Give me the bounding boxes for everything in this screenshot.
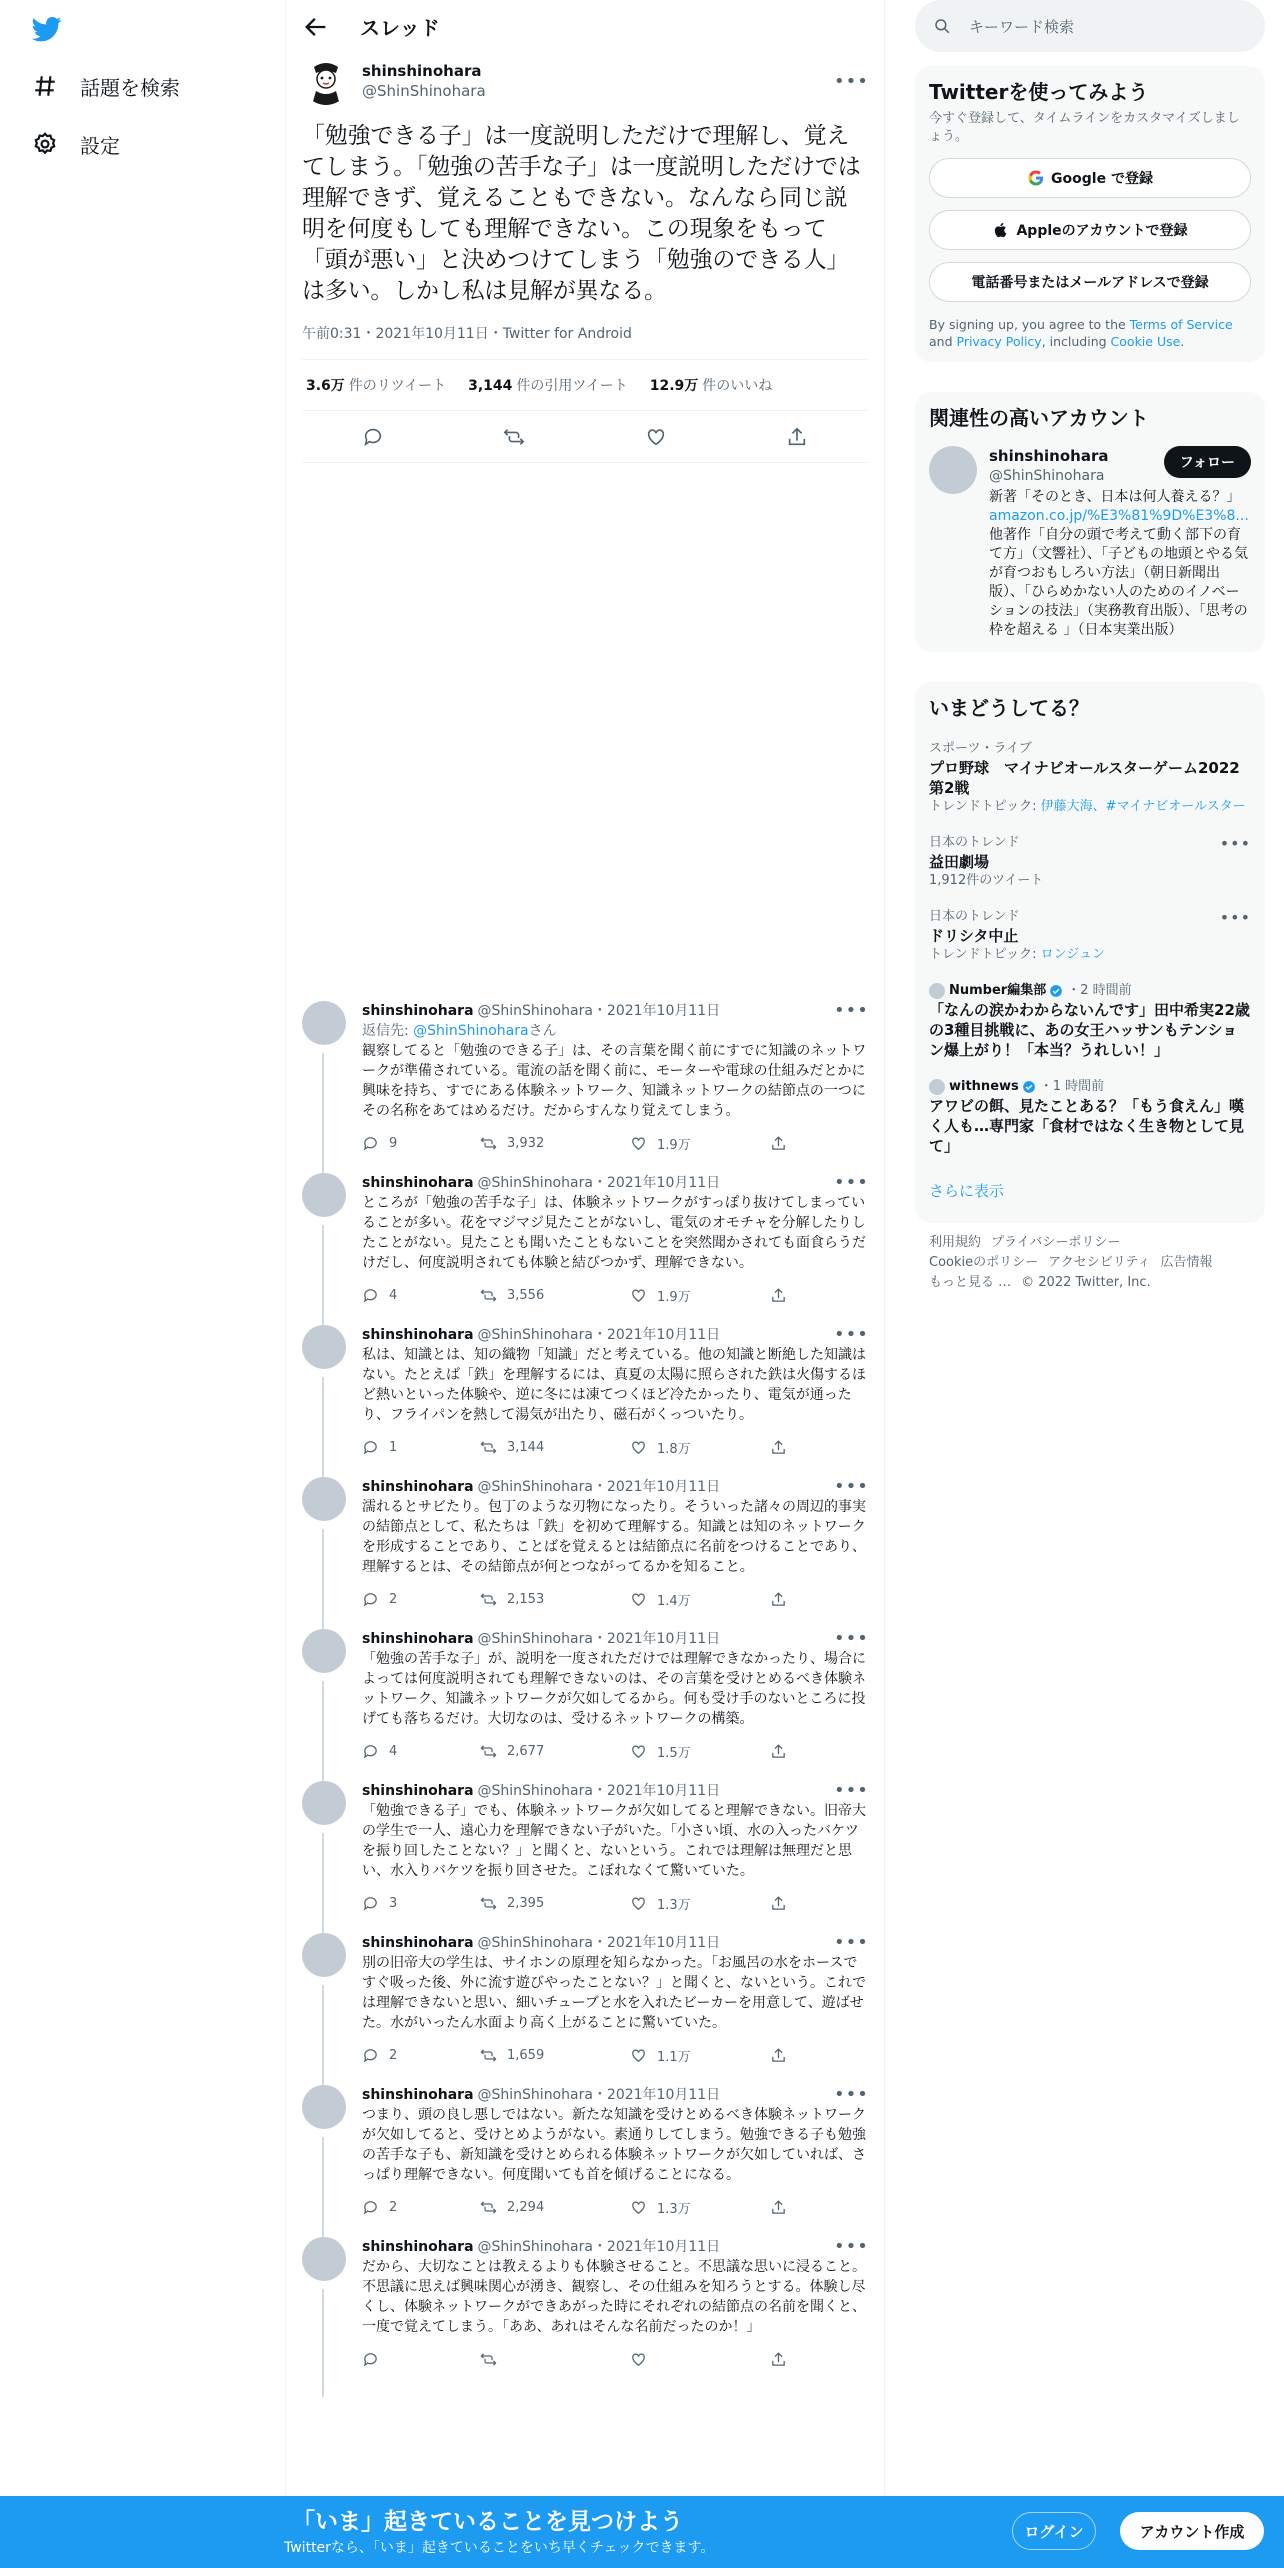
- reply-text: 別の旧帝大の学生は、サイホンの原理を知らなかった。「お風呂の水をホースですぐ吸った後、外に流す遊びやったことない？」と聞くと、ないという。これでは理解できないと思い、細いチューブと水を入れたビーカーを用意して、遊ばせた。水がいったん水面より高く上がることに驚いていた。: [362, 1955, 866, 2031]
- right-sidebar: [915, 0, 1265, 1303]
- like-button[interactable]: 1.1万: [630, 2046, 770, 2065]
- trend-more-icon[interactable]: •••: [1219, 834, 1251, 853]
- reply-icon: [362, 1743, 379, 1760]
- related-account-handle[interactable]: @ShinShinohara: [989, 468, 1105, 484]
- retweet-button[interactable]: 1,659: [480, 2047, 630, 2064]
- reply-button[interactable]: 2: [362, 2047, 480, 2064]
- reply-author-name[interactable]: shinshinohara: [362, 1631, 474, 1647]
- reply-icon: [362, 1895, 379, 1912]
- reply-text: 私は、知識とは、知の織物「知識」だと考えている。他の知識と断絶した知識はない。たとえば「鉄」を理解するには、真夏の太陽に照らされた鉄は火傷するほど熱いといった体験や、逆に冬には凍てつくほど冷たかったり、電気が通ったり、フライパンを熱して湯気が出たり、磁石がくっついたり。: [362, 1347, 866, 1423]
- related-account[interactable]: [929, 446, 1251, 640]
- related-account-name[interactable]: shinshinohara: [989, 447, 1109, 465]
- like-icon[interactable]: [645, 426, 667, 448]
- share-icon: [770, 1591, 787, 1608]
- share-button[interactable]: [770, 2199, 797, 2216]
- like-icon: [630, 2047, 647, 2064]
- reply-handle-date[interactable]: @ShinShinohara・2021年10月11日: [477, 2087, 721, 2103]
- more-options-icon[interactable]: •••: [834, 1172, 869, 1193]
- search-icon: [933, 17, 951, 35]
- bottom-bar-title: 「いま」起きていることを見つけよう: [292, 2509, 683, 2535]
- more-options-icon[interactable]: •••: [834, 2236, 869, 2257]
- page-title: スレッド: [360, 16, 440, 40]
- footer-privacy[interactable]: プライバシーポリシー: [991, 1235, 1121, 1250]
- more-options-icon[interactable]: •••: [834, 1000, 869, 1021]
- signup-button[interactable]: アカウント作成: [1120, 2512, 1264, 2550]
- reply-text: 「勉強の苦手な子」が、説明を一度されただけでは理解できなかったり、場合によっては何度説明されても理解できないのは、その言葉を受けとめるべき体験ネットワーク、知識ネットワークが欠如してるから。何も受け手のないところに投げても落ちるだけ。大切なのは、受けるネットワークの構築。: [362, 1651, 866, 1727]
- reply-text: だから、大切なことは教えるよりも体験させること。不思議な思いに浸ること。不思議に思えば興味関心が湧き、観察し、その仕組みを知ろうとする。体験し尽くし、体験ネットワークができあがった時にそれぞれの結節点の名前を聞くと、一度で覚えてしまう。「ああ、あれはそんな名前だったのか！」: [362, 2259, 866, 2335]
- retweet-icon: [480, 2199, 497, 2216]
- like-icon: [630, 2199, 647, 2216]
- like-icon: [630, 1743, 647, 1760]
- reply-author-name[interactable]: shinshinohara: [362, 1783, 474, 1799]
- more-options-icon[interactable]: •••: [834, 2084, 869, 2105]
- trend-item[interactable]: 日本のトレンド 益田劇場 1,912件のツイート •••: [929, 834, 1251, 888]
- reply-author-name[interactable]: shinshinohara: [362, 1327, 474, 1343]
- media-placeholder: [286, 463, 884, 993]
- share-icon: [770, 2047, 787, 2064]
- share-button[interactable]: [770, 1743, 797, 1760]
- news-source-avatar: [929, 983, 945, 999]
- avatar[interactable]: [302, 1477, 346, 1521]
- reply-author-name[interactable]: shinshinohara: [362, 1935, 474, 1951]
- share-button[interactable]: [770, 1439, 797, 1456]
- reply-tweet[interactable]: [286, 1621, 884, 1773]
- reply-button[interactable]: 9: [362, 1135, 480, 1152]
- follow-button[interactable]: フォロー: [1164, 446, 1251, 478]
- thread-column: [285, 0, 885, 2568]
- reply-icon: [362, 1439, 379, 1456]
- left-navigation: [0, 0, 285, 2568]
- reply-handle-date[interactable]: @ShinShinohara・2021年10月11日: [477, 1327, 721, 1343]
- reply-icon: [362, 1135, 379, 1152]
- retweet-button[interactable]: 2,395: [480, 1895, 630, 1912]
- bottom-signup-bar: [0, 2496, 1284, 2568]
- avatar[interactable]: [302, 1933, 346, 1977]
- search-input[interactable]: [915, 0, 1265, 52]
- trends-title: いまどうしてる？: [929, 696, 1089, 720]
- footer-cookie[interactable]: Cookieのポリシー: [929, 1255, 1039, 1270]
- reply-handle-date[interactable]: @ShinShinohara・2021年10月11日: [477, 1175, 721, 1191]
- google-icon: [1027, 169, 1045, 187]
- news-source-avatar: [929, 1079, 945, 1095]
- nav-settings[interactable]: [32, 124, 120, 164]
- retweet-icon: [480, 1895, 497, 1912]
- retweet-button[interactable]: 3,144: [480, 1439, 630, 1456]
- quotes-stat[interactable]: 3,144 件の引用ツイート: [468, 378, 628, 394]
- share-icon: [770, 1439, 787, 1456]
- avatar[interactable]: [302, 1173, 346, 1217]
- reply-icon: [362, 1591, 379, 1608]
- share-icon: [770, 1743, 787, 1760]
- reply-button[interactable]: 2: [362, 1591, 480, 1608]
- reply-icon[interactable]: [362, 426, 384, 448]
- retweets-stat[interactable]: 3.6万 件のリツイート: [306, 378, 447, 394]
- retweet-button[interactable]: 2,153: [480, 1591, 630, 1608]
- retweet-icon: [480, 1287, 497, 1304]
- avatar[interactable]: [302, 2085, 346, 2129]
- reply-text: 濡れるとサビたり。包丁のような刃物になったり。そういった諸々の周辺的事実の結節点として、私たちは「鉄」を初めて理解する。知識とは知のネットワークを形成することであり、ことばを覚えるとは結節点に名前をつけることであり、理解するとは、その結節点が何とつながってるかを知ること。: [362, 1499, 866, 1575]
- search-placeholder: キーワード検索: [969, 17, 1075, 36]
- trend-item[interactable]: 日本のトレンド ドリシタ中止 トレンドトピック: ロンジュン •••: [929, 908, 1251, 962]
- apple-signup-button[interactable]: Appleのアカウントで登録: [929, 210, 1251, 250]
- news-item[interactable]: Number編集部 ・2 時間前 「なんの涙かわからないんです」田中希実22歳の3種目挑戦に、あの女王ハッサンもテンション爆上がり！「本当？うれしい！」: [929, 983, 1250, 1059]
- share-button[interactable]: [770, 1287, 797, 1304]
- share-button[interactable]: [770, 1591, 797, 1608]
- retweet-icon: [480, 1135, 497, 1152]
- more-options-icon[interactable]: •••: [834, 1780, 869, 1801]
- like-button[interactable]: 1.4万: [630, 1590, 770, 1609]
- reply-handle-date[interactable]: @ShinShinohara・2021年10月11日: [477, 2239, 721, 2255]
- trend-more-icon[interactable]: •••: [1219, 908, 1251, 927]
- like-icon: [630, 1135, 647, 1152]
- google-signup-button[interactable]: Google で登録: [929, 158, 1251, 198]
- reply-to-line: 返信先: @ShinShinoharaさん: [362, 1023, 557, 1039]
- author-avatar-icon: [302, 57, 350, 105]
- footer-ads[interactable]: 広告情報: [1160, 1255, 1213, 1270]
- tweet-stats: [302, 359, 868, 411]
- reply-button[interactable]: 4: [362, 1287, 480, 1304]
- trend-topic-links[interactable]: ロンジュン: [1040, 947, 1106, 962]
- trend-item[interactable]: スポーツ・ライブ プロ野球 マイナビオールスターゲーム2022 第2戦 トレンドトピック: 伊藤大海、#マイナビオールスター: [929, 741, 1246, 814]
- tweet-timestamp[interactable]: 午前0:31・2021年10月11日・Twitter for Android: [302, 326, 632, 342]
- share-icon: [770, 1895, 787, 1912]
- reply-text: 「勉強できる子」でも、体験ネットワークが欠如してると理解できない。旧帝大の学生で一人、遠心力を理解できない子がいた。「小さい頃、水の入ったバケツを振り回したことない？」と聞くと、ないという。これでは理解は無理だと思い、水入りバケツを振り回させた。こぼれなくて驚いていた。: [362, 1803, 866, 1879]
- nav-explore-label: 話題を検索: [80, 75, 180, 100]
- reply-author-name[interactable]: shinshinohara: [362, 1175, 474, 1191]
- like-icon: [630, 2351, 647, 2368]
- reply-tweet[interactable]: [286, 1317, 884, 1469]
- reply-button[interactable]: [362, 2351, 480, 2368]
- like-button[interactable]: 1.9万: [630, 1134, 770, 1153]
- share-icon: [770, 2199, 787, 2216]
- footer-more[interactable]: もっと見る …: [929, 1275, 1012, 1290]
- share-button[interactable]: [770, 1895, 797, 1912]
- reply-icon: [362, 1287, 379, 1304]
- retweet-button[interactable]: 2,677: [480, 1743, 630, 1760]
- reply-tweet[interactable]: [286, 1469, 884, 1621]
- reply-author-name[interactable]: shinshinohara: [362, 1479, 474, 1495]
- avatar[interactable]: [302, 1629, 346, 1673]
- cookie-link[interactable]: Cookie Use: [1110, 334, 1181, 349]
- reply-handle-date[interactable]: @ShinShinohara・2021年10月11日: [477, 1935, 721, 1951]
- retweet-icon: [480, 1439, 497, 1456]
- reply-author-name[interactable]: shinshinohara: [362, 2239, 474, 2255]
- signup-subtitle: 今すぐ登録して、タイムラインをカスタマイズしましょう。: [929, 111, 1240, 144]
- reply-author-name[interactable]: shinshinohara: [362, 2087, 474, 2103]
- trends-card: [915, 682, 1265, 1223]
- reply-text: ところが「勉強の苦手な子」は、体験ネットワークがすっぽり抜けてしまっていることが多い。花をマジマジ見たことがないし、電気のオモチャを分解したりしたことがない。見たことも聞いたこともないことを突然聞かされても面食らうだけだし、何度説明されても体験と結びつかず、理解できない。: [362, 1195, 866, 1271]
- thread-connector-line: [322, 2289, 324, 2397]
- retweet-icon: [480, 2047, 497, 2064]
- more-options-icon[interactable]: •••: [834, 1932, 869, 1953]
- reply-tweet[interactable]: [286, 2077, 884, 2229]
- share-icon[interactable]: [786, 426, 808, 448]
- share-button[interactable]: [770, 1135, 797, 1152]
- nav-settings-label: 設定: [80, 133, 120, 158]
- reply-list: [286, 993, 884, 2381]
- reply-tweet[interactable]: [286, 1165, 884, 1317]
- twitter-logo-icon[interactable]: [30, 14, 64, 44]
- reply-icon: [362, 2199, 379, 2216]
- tweet-text: 「勉強できる子」は一度説明しただけで理解し、覚えてしまう。「勉強の苦手な子」は一度説明しただけでは理解できず、覚えることもできない。なんなら同じ説明を何度もしても理解できない。この現象をもって「頭が悪い」と決めつけてしまう「勉強のできる人」は多い。しかし私は見解が異なる。: [302, 123, 861, 304]
- reply-tweet[interactable]: [286, 2229, 884, 2381]
- like-button[interactable]: 1.5万: [630, 1742, 770, 1761]
- retweet-icon[interactable]: [503, 426, 525, 448]
- reply-author-name[interactable]: shinshinohara: [362, 1003, 474, 1019]
- reply-handle-date[interactable]: @ShinShinohara・2021年10月11日: [477, 1783, 721, 1799]
- signup-card: [915, 66, 1265, 362]
- bio-link[interactable]: amazon.co.jp/%E3%81%9D%E3%8...: [989, 508, 1249, 524]
- gear-icon: [32, 131, 58, 157]
- share-icon: [770, 1287, 787, 1304]
- trend-topic-links[interactable]: 伊藤大海、#マイナビオールスター: [1040, 799, 1246, 814]
- share-button[interactable]: [770, 2047, 797, 2064]
- avatar[interactable]: [302, 2237, 346, 2281]
- avatar[interactable]: [302, 1325, 346, 1369]
- avatar[interactable]: [302, 1001, 346, 1045]
- show-more-link[interactable]: さらに表示: [929, 1182, 1005, 1200]
- more-options-icon[interactable]: •••: [834, 71, 869, 92]
- retweet-icon: [480, 1743, 497, 1760]
- apple-icon: [992, 221, 1010, 239]
- reply-text: 観察してると「勉強のできる子」は、その言葉を聞く前にすでに知識のネットワークが準備されている。電流の話を聞く前に、モーターや電球の仕組みだとかに興味を持ち、すでにある体験ネットワーク、知識ネットワークの結節点の一つにその名称をあてはめるだけ。だからすんなり覚えてしまう。: [362, 1043, 867, 1119]
- retweet-icon: [480, 2351, 497, 2368]
- news-item[interactable]: withnews ・1 時間前 アワビの餌、見たことある？「もう食えん」嘆く人も…専門家「食材ではなく生き物として見て」: [929, 1079, 1245, 1155]
- nav-explore[interactable]: [32, 66, 180, 106]
- reply-tweet[interactable]: [286, 993, 884, 1165]
- signup-title: Twitterを使ってみよう: [929, 80, 1149, 104]
- retweet-button[interactable]: [480, 2351, 630, 2368]
- related-title: 関連性の高いアカウント: [929, 406, 1149, 430]
- like-icon: [630, 1895, 647, 1912]
- main-tweet: [286, 53, 884, 463]
- verified-badge-icon: [1022, 1080, 1036, 1094]
- like-icon: [630, 1287, 647, 1304]
- back-arrow-icon[interactable]: [302, 13, 330, 41]
- reply-button[interactable]: 4: [362, 1743, 480, 1760]
- reply-handle-date[interactable]: @ShinShinohara・2021年10月11日: [477, 1003, 721, 1019]
- retweet-button[interactable]: 3,932: [480, 1135, 630, 1152]
- footer-copyright: © 2022 Twitter, Inc.: [1021, 1275, 1151, 1290]
- related-account-bio: 新著「そのとき、日本は何人養える？」 amazon.co.jp/%E3%81%9D%E3%8... 他著作「自分の頭で考えて動く部下の育て方」（文響社）、「子どもの地頭とやる気が育つおもしろい方法」（朝日新聞出版）、「ひらめかない人のためのイノベーションの技法」（実務教育出版）、「思考の枠を超える 」（日本実業出版）: [989, 488, 1251, 640]
- hashtag-icon: [32, 73, 58, 99]
- avatar[interactable]: [302, 1781, 346, 1825]
- reply-text: つまり、頭の良し悪しではない。新たな知識を受けとめるべき体験ネットワークが欠如してると、受けとめようがない。素通りしてしまう。勉強できる子も勉強の苦手な子も、新知識を受けとめられる体験ネットワークが欠如していれば、さっぱり理解できない。何度聞いても首を傾げることになる。: [362, 2107, 866, 2183]
- share-icon: [770, 2351, 787, 2368]
- like-button[interactable]: 1.3万: [630, 1894, 770, 1913]
- reply-handle-date[interactable]: @ShinShinohara・2021年10月11日: [477, 1631, 721, 1647]
- phone-email-signup-button[interactable]: 電話番号またはメールアドレスで登録: [929, 262, 1251, 302]
- avatar[interactable]: [929, 446, 977, 494]
- like-button[interactable]: 1.9万: [630, 1286, 770, 1305]
- share-icon: [770, 1135, 787, 1152]
- privacy-link[interactable]: Privacy Policy: [956, 334, 1042, 349]
- share-button[interactable]: [770, 2351, 797, 2368]
- thread-header: [286, 0, 884, 53]
- author-handle[interactable]: @ShinShinohara: [362, 82, 486, 100]
- tweet-actions: [302, 411, 868, 463]
- like-icon: [630, 1591, 647, 1608]
- retweet-button[interactable]: 3,556: [480, 1287, 630, 1304]
- reply-icon: [362, 2351, 379, 2368]
- like-icon: [630, 1439, 647, 1456]
- reply-button[interactable]: 2: [362, 2199, 480, 2216]
- like-button[interactable]: [630, 2351, 770, 2368]
- verified-badge-icon: [1049, 984, 1063, 998]
- more-options-icon[interactable]: •••: [834, 1476, 869, 1497]
- retweet-button[interactable]: 2,294: [480, 2199, 630, 2216]
- terms-text: By signing up, you agree to the Terms of Service and Privacy Policy, including Cookie Use.: [929, 317, 1233, 349]
- thread-connector-line: [322, 1053, 324, 1181]
- reply-button[interactable]: 3: [362, 1895, 480, 1912]
- footer-accessibility[interactable]: アクセシビリティ: [1048, 1255, 1151, 1270]
- more-options-icon[interactable]: •••: [834, 1324, 869, 1345]
- more-options-icon[interactable]: •••: [834, 1628, 869, 1649]
- reply-tweet[interactable]: [286, 1925, 884, 2077]
- reply-button[interactable]: 1: [362, 1439, 480, 1456]
- footer-links: [915, 1223, 1265, 1303]
- reply-tweet[interactable]: [286, 1773, 884, 1925]
- retweet-icon: [480, 1591, 497, 1608]
- login-button[interactable]: ログイン: [1012, 2512, 1096, 2550]
- reply-icon: [362, 2047, 379, 2064]
- like-button[interactable]: 1.8万: [630, 1438, 770, 1457]
- like-button[interactable]: 1.3万: [630, 2198, 770, 2217]
- author-name[interactable]: shinshinohara: [362, 62, 482, 80]
- reply-to-handle[interactable]: @ShinShinohara: [413, 1023, 529, 1039]
- likes-stat[interactable]: 12.9万 件のいいね: [649, 378, 773, 394]
- avatar[interactable]: [302, 57, 350, 105]
- bottom-bar-subtitle: Twitterなら、「いま」起きていることをいち早くチェックできます。: [284, 2540, 715, 2556]
- reply-handle-date[interactable]: @ShinShinohara・2021年10月11日: [477, 1479, 721, 1495]
- terms-link[interactable]: Terms of Service: [1129, 317, 1233, 332]
- footer-terms[interactable]: 利用規約: [929, 1235, 982, 1250]
- related-accounts-card: [915, 392, 1265, 652]
